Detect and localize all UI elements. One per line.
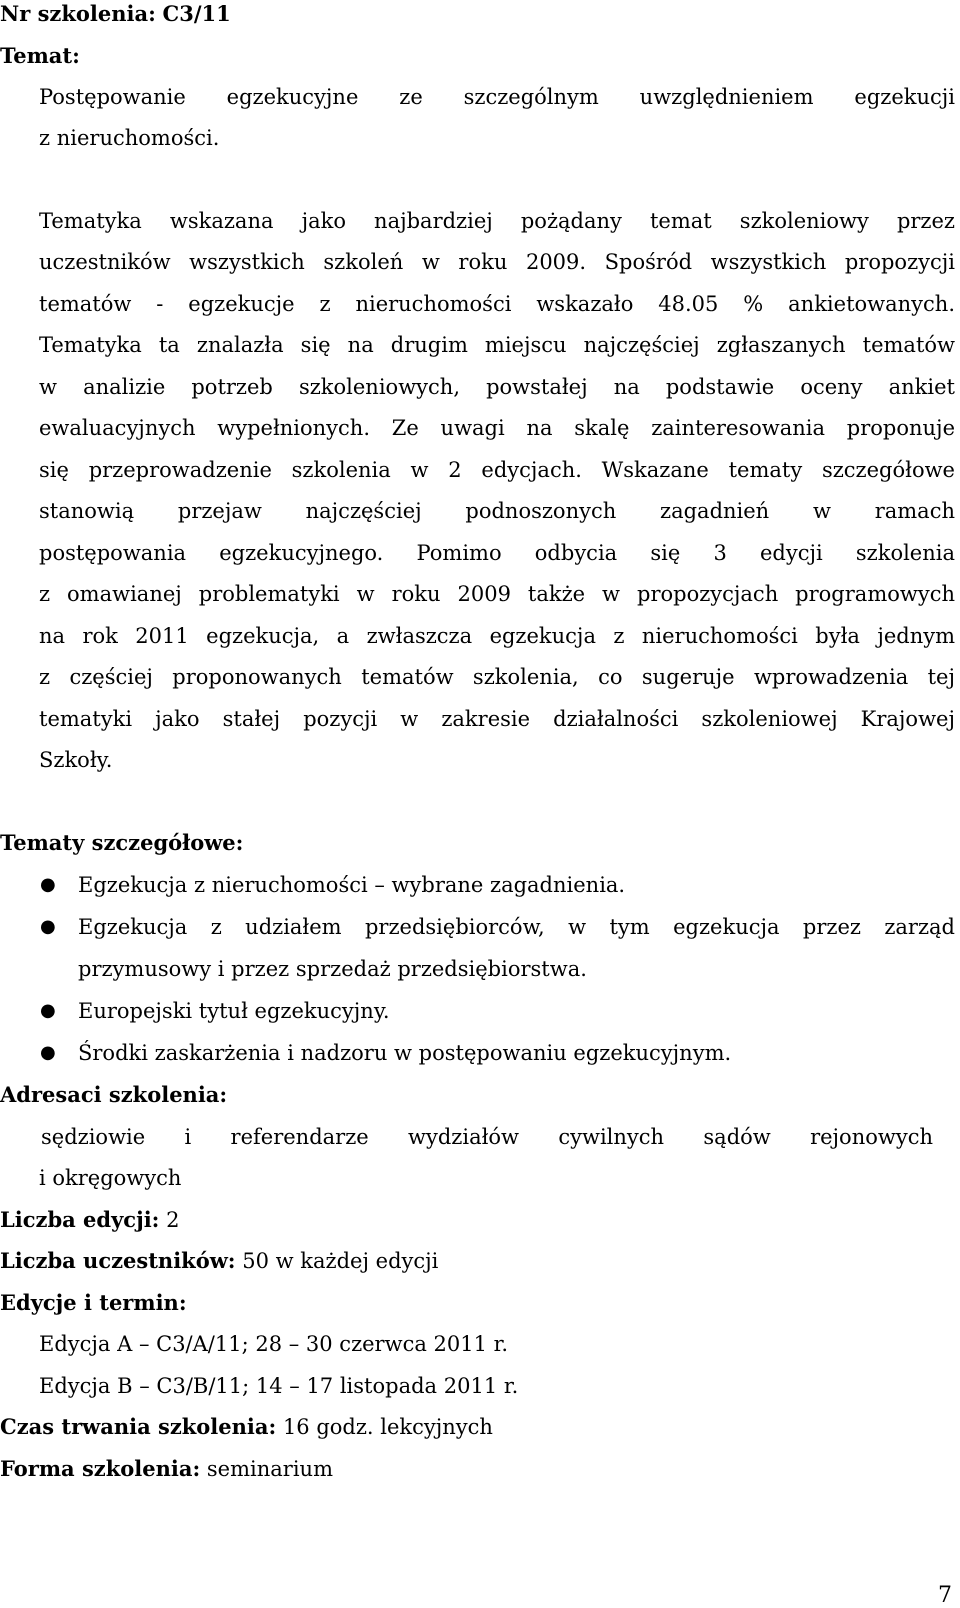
- editions-count: [0, 1207, 179, 1233]
- editions-count-value: 2: [166, 1208, 180, 1232]
- edition-item: Edycja B – C3/B/11; 14 – 17 listopada 2011 r.: [39, 1374, 519, 1398]
- description-line: Szkoły.: [39, 748, 113, 772]
- description-line: z omawianej problematyki w roku 2009 także w propozycjach programowych: [39, 582, 955, 606]
- topic-label: Temat:: [0, 43, 80, 68]
- form-value: seminarium: [206, 1457, 333, 1481]
- training-number: Nr szkolenia: C3/11: [0, 1, 231, 26]
- description-line: postępowania egzekucyjnego. Pomimo odbycia się 3 edycji szkolenia: [39, 541, 955, 565]
- description-line: w analizie potrzeb szkoleniowych, powstałej na podstawie oceny ankiet: [39, 375, 955, 399]
- training-number-value: C3/11: [162, 1, 231, 26]
- page-number: 7: [938, 1583, 952, 1608]
- description-line: stanowią przejaw najczęściej podnoszonych zagadnień w ramach: [39, 499, 955, 523]
- form: [0, 1456, 333, 1482]
- description-line: z częściej proponowanych tematów szkolenia, co sugeruje wprowadzenia tej: [39, 665, 955, 689]
- detailed-topic-item: Środki zaskarżenia i nadzoru w postępowaniu egzekucyjnym.: [78, 1041, 732, 1065]
- edition-item: Edycja A – C3/A/11; 28 – 30 czerwca 2011 r.: [39, 1332, 509, 1356]
- description-line: się przeprowadzenie szkolenia w 2 edycjach. Wskazane tematy szczegółowe: [39, 458, 955, 482]
- audience-line: sędziowie i referendarze wydziałów cywilnych sądów rejonowych: [41, 1125, 933, 1149]
- description-line: Tematyka wskazana jako najbardziej pożądany temat szkoleniowy przez: [39, 209, 955, 233]
- training-number-label: Nr szkolenia: [0, 1, 149, 26]
- bullet-icon: ●: [40, 1000, 56, 1021]
- audience-label: Adresaci szkolenia:: [0, 1082, 228, 1107]
- description-line: na rok 2011 egzekucja, a zwłaszcza egzekucja z nieruchomości była jednym: [39, 624, 955, 648]
- topic-line: Postępowanie egzekucyjne ze szczególnym uwzględnieniem egzekucji: [39, 85, 955, 109]
- audience-line: i okręgowych: [39, 1166, 182, 1190]
- duration-value: 16 godz. lekcyjnych: [282, 1415, 493, 1439]
- description-line: Tematyka ta znalazła się na drugim miejscu najczęściej zgłaszanych tematów: [39, 333, 955, 357]
- duration-label: Czas trwania szkolenia:: [0, 1414, 277, 1439]
- detailed-topic-item: Egzekucja z udziałem przedsiębiorców, w tym egzekucja przez zarząd: [78, 915, 955, 939]
- bullet-icon: ●: [40, 1042, 56, 1063]
- detailed-topics-label: Tematy szczegółowe:: [0, 830, 244, 855]
- detailed-topic-item: Europejski tytuł egzekucyjny.: [78, 999, 390, 1023]
- editions-count-label: Liczba edycji:: [0, 1207, 160, 1232]
- participants: [0, 1248, 438, 1274]
- detailed-topic-item-continued: przymusowy i przez sprzedaż przedsiębiorstwa.: [78, 957, 587, 981]
- detailed-topic-item: Egzekucja z nieruchomości – wybrane zagadnienia.: [78, 873, 626, 897]
- description-line: uczestników wszystkich szkoleń w roku 2009. Spośród wszystkich propozycji: [39, 250, 955, 274]
- description-line: ewaluacyjnych wypełnionych. Ze uwagi na skalę zainteresowania proponuje: [39, 416, 955, 440]
- bullet-icon: ●: [40, 916, 56, 937]
- topic-line: z nieruchomości.: [39, 126, 220, 150]
- description-line: tematyki jako stałej pozycji w zakresie działalności szkoleniowej Krajowej: [39, 707, 955, 731]
- editions-label: Edycje i termin:: [0, 1290, 187, 1315]
- participants-value: 50 w każdej edycji: [242, 1249, 439, 1273]
- bullet-icon: ●: [40, 874, 56, 895]
- description-line: tematów - egzekucje z nieruchomości wskazało 48.05 % ankietowanych.: [39, 292, 955, 316]
- form-label: Forma szkolenia:: [0, 1456, 201, 1481]
- participants-label: Liczba uczestników:: [0, 1248, 236, 1273]
- duration: [0, 1414, 493, 1440]
